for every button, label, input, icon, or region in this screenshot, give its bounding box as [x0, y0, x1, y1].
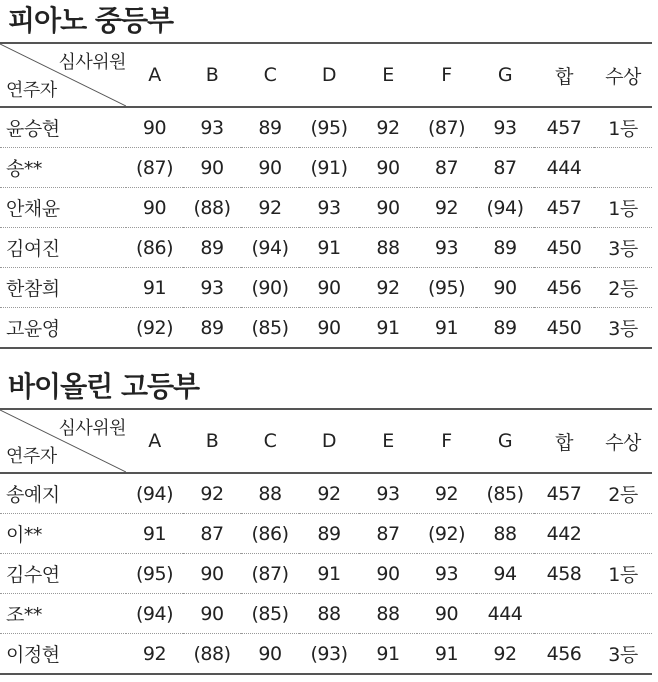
column-header: 합 [534, 409, 594, 473]
score-cell: 89 [183, 308, 241, 349]
score-cell: 89 [183, 228, 241, 268]
score-cell: 93 [359, 473, 417, 514]
table-row [0, 634, 652, 675]
column-header: G [476, 43, 534, 107]
score-cell: (94) [126, 594, 183, 634]
score-cell: (86) [241, 514, 299, 554]
column-header: A [126, 409, 183, 473]
total-cell: 456 [534, 268, 594, 308]
header-row [0, 409, 652, 473]
score-cell: (92) [417, 514, 476, 554]
score-cell: 90 [241, 634, 299, 675]
score-cell: 90 [183, 594, 241, 634]
column-header: D [299, 43, 359, 107]
player-name: 이정현 [0, 634, 126, 675]
score-cell: 89 [476, 308, 534, 349]
award-cell [594, 148, 652, 188]
score-cell: 87 [359, 514, 417, 554]
column-header: B [183, 43, 241, 107]
score-cell: (94) [476, 188, 534, 228]
total-cell: 444 [534, 148, 594, 188]
award-cell: 3등 [594, 308, 652, 349]
score-cell: 91 [417, 308, 476, 349]
score-cell: 87 [183, 514, 241, 554]
score-cell: 90 [299, 308, 359, 349]
award-cell: 2등 [594, 268, 652, 308]
player-name: 김여진 [0, 228, 126, 268]
score-cell: 87 [476, 148, 534, 188]
table-row [0, 514, 652, 554]
score-cell: 90 [183, 148, 241, 188]
column-header: F [417, 43, 476, 107]
total-cell: 450 [534, 228, 594, 268]
award-cell: 2등 [594, 473, 652, 514]
score-cell: 90 [299, 268, 359, 308]
score-cell: 90 [241, 148, 299, 188]
award-cell [594, 514, 652, 554]
column-header: E [359, 409, 417, 473]
score-cell: 89 [241, 107, 299, 148]
column-header: C [241, 43, 299, 107]
player-label: 연주자 [6, 80, 57, 101]
table-row [0, 268, 652, 308]
score-cell: (91) [299, 148, 359, 188]
score-cell: (90) [241, 268, 299, 308]
score-cell: 92 [299, 473, 359, 514]
score-cell: 90 [359, 554, 417, 594]
column-header: F [417, 409, 476, 473]
score-cell: (95) [417, 268, 476, 308]
score-cell: (85) [241, 594, 299, 634]
score-cell: 88 [476, 514, 534, 554]
score-cell: 92 [183, 473, 241, 514]
player-name: 조** [0, 594, 126, 634]
player-name: 송예지 [0, 473, 126, 514]
score-cell: 90 [359, 188, 417, 228]
score-cell: 90 [126, 188, 183, 228]
player-name: 송** [0, 148, 126, 188]
score-cell: 93 [183, 107, 241, 148]
score-cell: 91 [126, 268, 183, 308]
score-cell: 93 [476, 107, 534, 148]
column-header: D [299, 409, 359, 473]
score-cell: (85) [476, 473, 534, 514]
score-cell: (87) [126, 148, 183, 188]
score-cell: (85) [241, 308, 299, 349]
score-cell: 92 [359, 107, 417, 148]
total-cell [534, 594, 594, 634]
award-cell: 1등 [594, 188, 652, 228]
section-title: 바이올린 고등부 [8, 370, 200, 403]
total-cell: 458 [534, 554, 594, 594]
header-corner [0, 409, 126, 473]
award-cell: 3등 [594, 634, 652, 675]
judge-label: 심사위원 [58, 418, 126, 439]
table-row [0, 107, 652, 148]
score-cell: 91 [299, 228, 359, 268]
score-cell: 92 [476, 634, 534, 675]
player-name: 고윤영 [0, 308, 126, 349]
total-cell: 457 [534, 473, 594, 514]
table-row [0, 228, 652, 268]
score-cell: 94 [476, 554, 534, 594]
score-cell: (94) [126, 473, 183, 514]
score-cell: 93 [183, 268, 241, 308]
player-name: 안채윤 [0, 188, 126, 228]
column-header: A [126, 43, 183, 107]
score-cell: 88 [359, 594, 417, 634]
column-header: C [241, 409, 299, 473]
player-name: 윤승현 [0, 107, 126, 148]
column-header: 합 [534, 43, 594, 107]
score-cell: 87 [417, 148, 476, 188]
score-cell: (95) [299, 107, 359, 148]
total-cell: 450 [534, 308, 594, 349]
score-cell: 92 [417, 473, 476, 514]
player-name: 이** [0, 514, 126, 554]
score-cell: (93) [299, 634, 359, 675]
score-cell: 92 [126, 634, 183, 675]
score-cell: 93 [299, 188, 359, 228]
total-cell: 456 [534, 634, 594, 675]
score-cell: (94) [241, 228, 299, 268]
total-cell: 442 [534, 514, 594, 554]
score-cell: 90 [417, 594, 476, 634]
score-cell: 91 [299, 554, 359, 594]
total-cell: 457 [534, 107, 594, 148]
score-cell: 91 [417, 634, 476, 675]
header-corner [0, 43, 126, 107]
score-cell: 90 [126, 107, 183, 148]
score-cell: 90 [476, 268, 534, 308]
award-cell [594, 594, 652, 634]
award-cell: 1등 [594, 554, 652, 594]
score-cell: 89 [299, 514, 359, 554]
award-cell: 1등 [594, 107, 652, 148]
player-label: 연주자 [6, 446, 57, 467]
score-cell: (87) [417, 107, 476, 148]
table-row [0, 188, 652, 228]
column-header: 수상 [594, 43, 652, 107]
header-row [0, 43, 652, 107]
table-row [0, 148, 652, 188]
score-cell: 92 [359, 268, 417, 308]
score-cell: (86) [126, 228, 183, 268]
score-cell: 88 [241, 473, 299, 514]
column-header: B [183, 409, 241, 473]
score-cell: (88) [183, 634, 241, 675]
score-table [0, 408, 652, 675]
player-name: 한참희 [0, 268, 126, 308]
score-cell: 444 [476, 594, 534, 634]
score-cell: 88 [299, 594, 359, 634]
section-title: 피아노 중등부 [8, 4, 174, 37]
score-cell: 91 [359, 308, 417, 349]
total-cell: 457 [534, 188, 594, 228]
score-cell: (88) [183, 188, 241, 228]
score-cell: 93 [417, 554, 476, 594]
table-row [0, 554, 652, 594]
score-cell: 90 [183, 554, 241, 594]
score-cell: (87) [241, 554, 299, 594]
award-cell: 3등 [594, 228, 652, 268]
table-row [0, 308, 652, 349]
score-cell: (92) [126, 308, 183, 349]
score-cell: 92 [241, 188, 299, 228]
column-header: 수상 [594, 409, 652, 473]
player-name: 김수연 [0, 554, 126, 594]
score-cell: 93 [417, 228, 476, 268]
score-cell: 89 [476, 228, 534, 268]
score-cell: 90 [359, 148, 417, 188]
judge-label: 심사위원 [58, 52, 126, 73]
score-cell: (95) [126, 554, 183, 594]
score-table [0, 42, 652, 349]
table-row [0, 594, 652, 634]
score-cell: 88 [359, 228, 417, 268]
column-header: G [476, 409, 534, 473]
table-row [0, 473, 652, 514]
score-cell: 91 [359, 634, 417, 675]
score-cell: 92 [417, 188, 476, 228]
column-header: E [359, 43, 417, 107]
score-cell: 91 [126, 514, 183, 554]
